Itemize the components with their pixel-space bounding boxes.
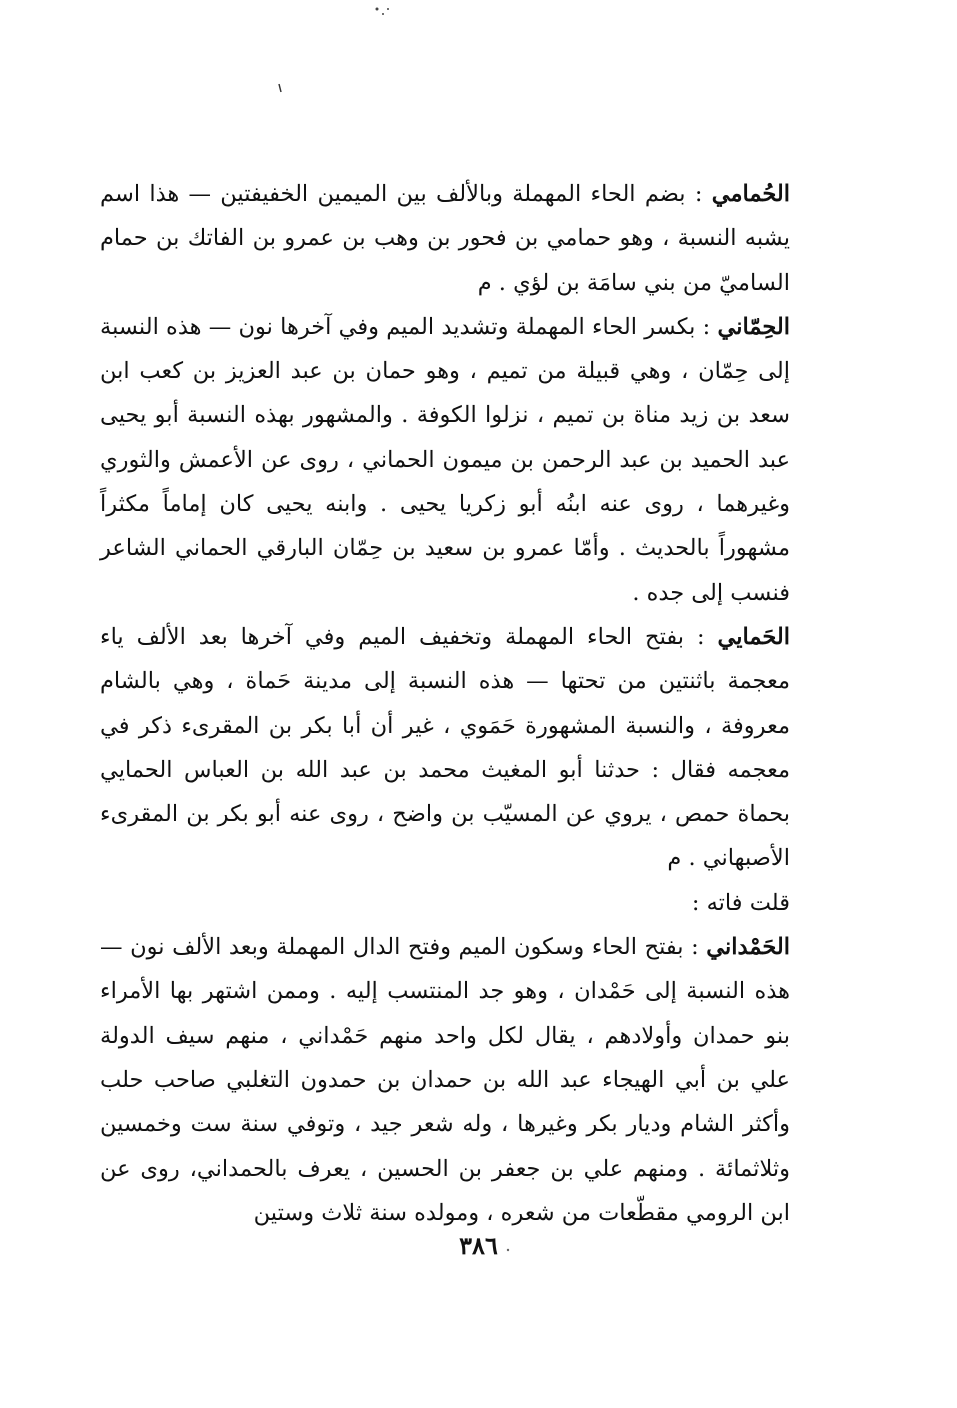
headword: الحِمّاني bbox=[717, 313, 790, 340]
editor-note: قلت فاته : bbox=[691, 889, 790, 916]
entry-humami bbox=[100, 172, 790, 305]
headword: الحَمايي bbox=[717, 623, 790, 650]
main-text bbox=[100, 172, 790, 1235]
entry-himmani bbox=[100, 305, 790, 615]
entry-hamayi bbox=[100, 615, 790, 881]
headword: الحُمامي bbox=[711, 181, 790, 207]
entry-hamdani bbox=[100, 925, 790, 1235]
entry-text: : بضم الحاء المهملة وبالألف بين الميمين الخفيفتين — هذا اسم يشبه النسبة ، وهو حمامي بن فحور بن وهب بن عمرو بن الفاتك بن حمام الساميّ من بني سامَة بن لؤي . م bbox=[100, 181, 790, 296]
entry-text: : بكسر الحاء المهملة وتشديد الميم وفي آخرها نون — هذه النسبة إلى حِمّان ، وهي قبيلة من تميم ، وهو حمان بن عبد العزيز بن كعب ابن سعد بن زيد مناة بن تميم ، نزلوا الكوفة . والمشهور بهذه النسبة أبو يحيى عبد الحميد بن عبد الرحمن بن ميمون الحماني ، روى عن الأعمش والثوري وغيرهما ، روى عنه ابنُه أبو زكريا يحيى . وابنه يحيى كان إماماً مكثراً مشهوراً بالحديث . وأمّا عمرو بن سعيد بن حِمّان البارقي الحماني الشاعر فنسب إلى جده . bbox=[100, 313, 790, 606]
entry-text: : بفتح الحاء وسكون الميم وفتح الدال المهملة وبعد الألف نون — هذه النسبة إلى حَمْدان ، وهو جد المنتسب إليه . وممن اشتهر بها الأمراء بنو حمدان وأولادهم ، يقال لكل واحد منهم حَمْداني ، منهم سيف الدولة علي بن أبي الهيجاء عبد الله بن حمدان بن حمدون التغلبي صاحب حلب وأكثر الشام وديار بكر وغيرها ، وله شعر جيد ، وتوفي سنة ست وخمسين وثلاثمائة . ومنهم علي بن جعفر بن الحسين ، يعرف بالحمداني، روى عن ابن الرومي مقطّعات من شعره ، ومولده سنة ثلاث وستين bbox=[100, 934, 790, 1226]
headword: الحَمْداني bbox=[706, 934, 790, 961]
page-number: ٣٨٦ bbox=[459, 1231, 498, 1260]
entry-text: : بفتح الحاء المهملة وتخفيف الميم وفي آخرها بعد الألف ياء معجمة باثنتين من تحتها — هذه النسبة إلى مدينة حَماة ، وهي بالشام معروفة ، والنسبة المشهورة حَمَوي ، غير أن أبا بكر بن المقرىء ذكر في معجمه فقال : حدثنا أبو المغيث محمد بن عبد الله بن العباس الحمايي بحماة حمص ، يروي عن المسيّب بن واضح ، روى عنه أبو بكر بن المقرىء الأصبهاني . م bbox=[100, 623, 790, 872]
